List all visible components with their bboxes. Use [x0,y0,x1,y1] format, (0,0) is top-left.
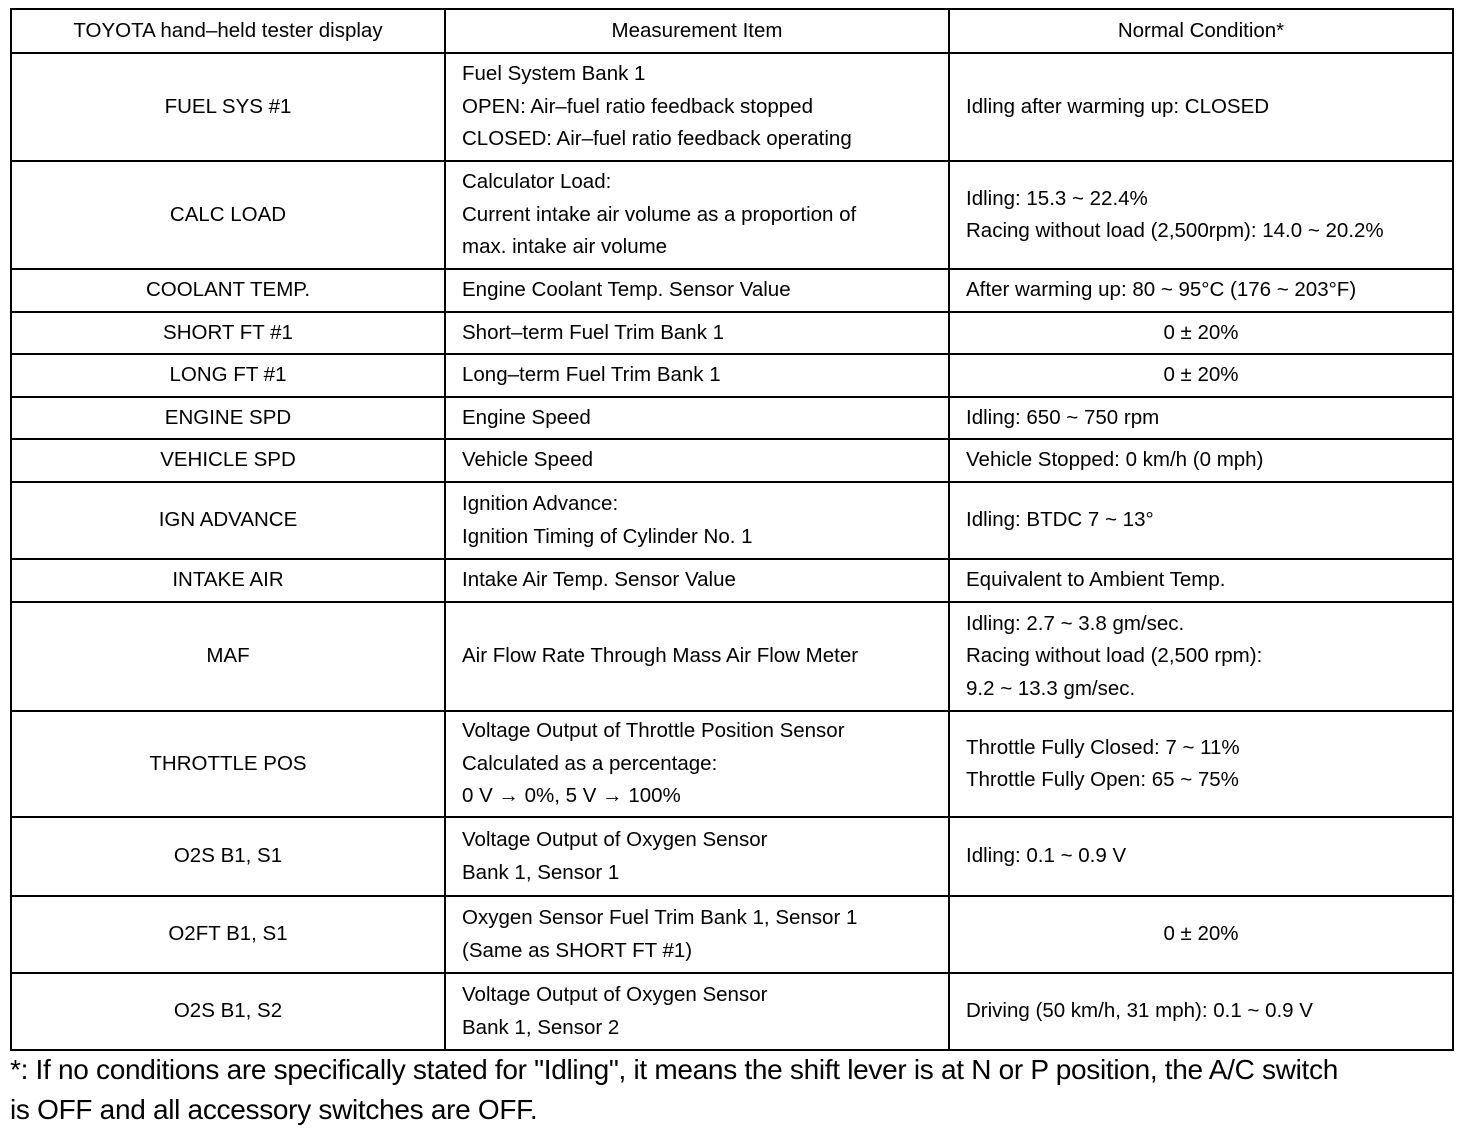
condition-line: 9.2 ~ 13.3 gm/sec. [966,676,1136,700]
tester-display-cell: O2S B1, S2 [11,973,445,1050]
table-row [11,482,1453,559]
condition-line: Idling after warming up: CLOSED [966,94,1270,118]
normal-condition-cell [949,161,1453,269]
measurement-item-cell [445,973,949,1050]
tester-display-cell: THROTTLE POS [11,711,445,817]
measurement-line: Current intake air volume as a proportion of [462,202,857,226]
measurement-item-cell [445,354,949,397]
normal-condition-cell [949,312,1453,354]
measurement-line: Voltage Output of Oxygen Sensor [462,983,768,1006]
measurement-line: Engine Speed [462,405,591,429]
normal-condition-cell [949,711,1453,817]
table-header [11,9,1453,53]
tester-display-cell: O2FT B1, S1 [11,896,445,973]
measurement-item-cell [445,161,949,269]
measurement-line: Short–term Fuel Trim Bank 1 [462,320,725,344]
normal-condition-cell [949,482,1453,559]
measurement-line: Calculated as a percentage: [462,751,718,775]
condition-line: Idling: 650 ~ 750 rpm [966,405,1160,429]
normal-condition-cell [949,439,1453,482]
table-row [11,896,1453,973]
condition-line: Equivalent to Ambient Temp. [966,568,1226,592]
table-row [11,397,1453,439]
condition-line: Racing without load (2,500 rpm): [966,644,1263,668]
condition-line: Idling: BTDC 7 ~ 13° [966,508,1154,532]
table-row [11,602,1453,711]
measurement-item-cell [445,559,949,602]
table-row [11,711,1453,817]
measurement-line: max. intake air volume [462,235,668,259]
tester-display-cell: ENGINE SPD [11,397,445,439]
footnote-line: *: If no conditions are specifically stated for "Idling", it means the shift lever is at N or P position, the A/C switch [10,1054,1339,1085]
measurement-item-cell [445,896,949,973]
table-row [11,53,1453,161]
measurement-line: Long–term Fuel Trim Bank 1 [462,363,721,387]
table-row [11,354,1453,397]
condition-line: Idling: 2.7 ~ 3.8 gm/sec. [966,611,1185,635]
normal-condition-cell [949,559,1453,602]
normal-condition-cell [949,602,1453,711]
measurement-item-cell [445,817,949,896]
footnote [10,1050,1462,1130]
measurement-line: Voltage Output of Oxygen Sensor [462,828,768,851]
header-measurement-item: Measurement Item [445,9,949,53]
measurement-line: Ignition Timing of Cylinder No. 1 [462,524,753,548]
header-normal-condition: Normal Condition* [949,9,1453,53]
tester-display-cell: INTAKE AIR [11,559,445,602]
table-row [11,312,1453,354]
measurement-line: Intake Air Temp. Sensor Value [462,568,736,592]
measurement-line: (Same as SHORT FT #1) [462,938,693,962]
measurement-item-cell [445,439,949,482]
measurement-line: Calculator Load: [462,170,612,194]
measurement-item-cell [445,397,949,439]
measurement-line: Engine Coolant Temp. Sensor Value [462,278,791,302]
normal-condition-cell [949,354,1453,397]
tester-display-cell: O2S B1, S1 [11,817,445,896]
table-row [11,161,1453,269]
header-tester-display: TOYOTA hand–held tester display [11,9,445,53]
tester-display-table [10,8,1454,1051]
normal-condition-cell [949,817,1453,896]
condition-line: Throttle Fully Closed: 7 ~ 11% [966,735,1240,759]
tester-display-cell: IGN ADVANCE [11,482,445,559]
measurement-item-cell [445,269,949,312]
table-row [11,817,1453,896]
measurement-item-cell [445,53,949,161]
tester-display-cell: SHORT FT #1 [11,312,445,354]
measurement-item-cell [445,482,949,559]
tester-display-cell: COOLANT TEMP. [11,269,445,312]
normal-condition-cell [949,269,1453,312]
condition-line: Idling: 15.3 ~ 22.4% [966,186,1148,210]
measurement-line: Voltage Output of Throttle Position Sensor [462,719,845,743]
header-row [11,9,1453,53]
tester-display-cell: LONG FT #1 [11,354,445,397]
measurement-line: CLOSED: Air–fuel ratio feedback operating [462,127,852,151]
table-body [11,53,1453,1050]
measurement-line: Ignition Advance: [462,492,619,515]
table-row [11,439,1453,482]
condition-line: Idling: 0.1 ~ 0.9 V [966,844,1127,868]
measurement-line: Oxygen Sensor Fuel Trim Bank 1, Sensor 1 [462,906,858,929]
condition-line: 0 ± 20% [1163,922,1239,946]
measurement-line: Vehicle Speed [462,448,594,472]
table-row [11,269,1453,312]
measurement-line: 0 V → 0%, 5 V → 100% [462,784,681,808]
measurement-line: Bank 1, Sensor 1 [462,860,620,884]
normal-condition-cell [949,397,1453,439]
measurement-item-cell [445,711,949,817]
condition-line: Vehicle Stopped: 0 km/h (0 mph) [966,448,1264,472]
tester-display-cell: MAF [11,602,445,711]
measurement-line: Fuel System Bank 1 [462,62,646,86]
condition-line: Driving (50 km/h, 31 mph): 0.1 ~ 0.9 V [966,999,1313,1023]
condition-line: 0 ± 20% [1163,320,1239,344]
condition-line: Throttle Fully Open: 65 ~ 75% [966,768,1239,791]
normal-condition-cell [949,53,1453,161]
normal-condition-cell [949,896,1453,973]
measurement-line: OPEN: Air–fuel ratio feedback stopped [462,94,813,118]
condition-line: Racing without load (2,500rpm): 14.0 ~ 20.2% [966,219,1384,242]
tester-display-cell: VEHICLE SPD [11,439,445,482]
condition-line: 0 ± 20% [1163,363,1239,387]
tester-display-cell: CALC LOAD [11,161,445,269]
measurement-item-cell [445,602,949,711]
table-row [11,559,1453,602]
footnote-line: is OFF and all accessory switches are OFF. [10,1094,538,1125]
normal-condition-cell [949,973,1453,1050]
tester-display-cell: FUEL SYS #1 [11,53,445,161]
measurement-item-cell [445,312,949,354]
measurement-line: Bank 1, Sensor 2 [462,1015,620,1039]
table-row [11,973,1453,1050]
measurement-line: Air Flow Rate Through Mass Air Flow Meter [462,644,859,668]
condition-line: After warming up: 80 ~ 95°C (176 ~ 203°F) [966,278,1357,302]
